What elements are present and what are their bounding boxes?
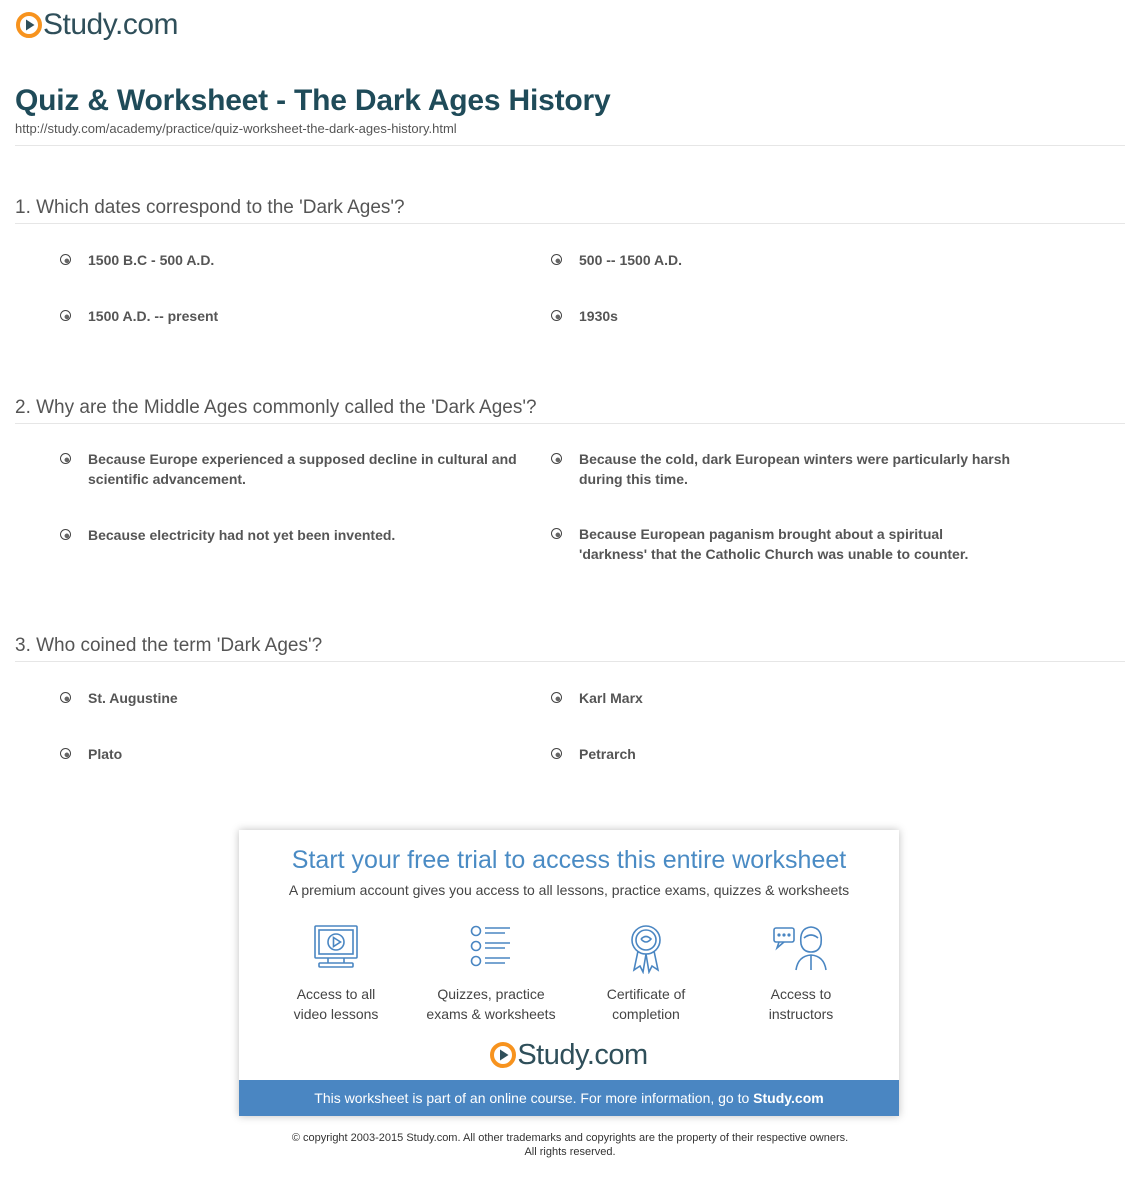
study-logo[interactable] xyxy=(16,10,178,40)
logo-text: Study.com xyxy=(517,1039,648,1071)
promo-subtitle: A premium account gives you access to all lessons, practice exams, quizzes & worksheets xyxy=(288,882,850,898)
rights-line: All rights reserved. xyxy=(524,1146,616,1158)
option-label: St. Augustine xyxy=(88,690,178,706)
option-3c[interactable] xyxy=(60,744,530,764)
question-divider xyxy=(15,423,1125,424)
study-com-link[interactable]: Study.com xyxy=(753,1090,824,1106)
option-label: Because European paganism brought about a spiritual 'darkness' that the Catholic Church was unable to counter. xyxy=(579,526,969,562)
play-logo-icon xyxy=(490,1042,516,1068)
option-2b[interactable] xyxy=(551,449,1031,489)
option-3d[interactable] xyxy=(551,744,1021,764)
course-info-text: This worksheet is part of an online course. For more information, go to xyxy=(314,1090,750,1106)
radio-button[interactable] xyxy=(551,254,562,265)
feature-label: Access to all video lessons xyxy=(293,986,379,1022)
copyright-footer xyxy=(0,1131,1140,1159)
radio-button[interactable] xyxy=(551,748,562,759)
option-3b[interactable] xyxy=(551,688,1021,708)
option-label: Because the cold, dark European winters were particularly harsh during this time. xyxy=(579,451,1011,487)
header-divider xyxy=(15,145,1125,146)
option-1c[interactable] xyxy=(60,306,530,326)
option-label: Because electricity had not yet been invented. xyxy=(88,527,396,543)
option-label: Karl Marx xyxy=(579,690,643,706)
option-label: Petrarch xyxy=(579,746,636,762)
promo-study-logo[interactable] xyxy=(239,1040,899,1070)
play-logo-icon xyxy=(16,12,42,38)
video-lessons-icon xyxy=(310,922,362,974)
option-1a[interactable] xyxy=(60,250,530,270)
feature-certificate xyxy=(571,922,721,1024)
promo-title[interactable]: Start your free trial to access this entire worksheet xyxy=(291,846,847,874)
radio-button[interactable] xyxy=(60,453,71,464)
radio-button[interactable] xyxy=(551,692,562,703)
option-label: 500 -- 1500 A.D. xyxy=(579,252,682,268)
question-divider xyxy=(15,223,1125,224)
certificate-icon xyxy=(620,922,672,974)
option-2d[interactable] xyxy=(551,524,991,564)
option-label: 1500 A.D. -- present xyxy=(88,308,219,324)
radio-button[interactable] xyxy=(60,529,71,540)
logo-text: Study.com xyxy=(43,8,178,41)
option-3a[interactable] xyxy=(60,688,530,708)
feature-video-lessons xyxy=(261,922,411,1024)
question-3: 3. Who coined the term 'Dark Ages'? xyxy=(15,635,323,656)
question-2: 2. Why are the Middle Ages commonly called the 'Dark Ages'? xyxy=(15,397,537,418)
page-url: http://study.com/academy/practice/quiz-worksheet-the-dark-ages-history.html xyxy=(15,121,457,136)
radio-button[interactable] xyxy=(551,528,562,539)
option-label: 1500 B.C - 500 A.D. xyxy=(88,252,215,268)
question-1: 1. Which dates correspond to the 'Dark Ages'? xyxy=(15,197,405,218)
option-2a[interactable] xyxy=(60,449,540,489)
radio-button[interactable] xyxy=(551,453,562,464)
question-divider xyxy=(15,661,1125,662)
course-info-bar xyxy=(239,1080,899,1116)
free-trial-promo[interactable] xyxy=(239,830,899,1116)
option-label: 1930s xyxy=(579,308,618,324)
radio-button[interactable] xyxy=(551,310,562,321)
feature-quizzes xyxy=(416,922,566,1024)
feature-label: Certificate of completion xyxy=(606,986,686,1022)
radio-button[interactable] xyxy=(60,748,71,759)
page-title: Quiz & Worksheet - The Dark Ages History xyxy=(15,84,611,117)
feature-instructors xyxy=(726,922,876,1024)
feature-label: Quizzes, practice exams & worksheets xyxy=(426,986,556,1022)
radio-button[interactable] xyxy=(60,254,71,265)
feature-label: Access to instructors xyxy=(768,986,834,1022)
copyright-line: © copyright 2003-2015 Study.com. All other trademarks and copyrights are the property of their respective owners. xyxy=(291,1132,849,1144)
radio-button[interactable] xyxy=(60,692,71,703)
option-1d[interactable] xyxy=(551,306,1021,326)
instructors-icon xyxy=(771,922,831,974)
option-label: Plato xyxy=(88,746,123,762)
option-label: Because Europe experienced a supposed decline in cultural and scientific advancement. xyxy=(88,451,517,487)
quizzes-icon xyxy=(465,922,517,974)
option-1b[interactable] xyxy=(551,250,1021,270)
radio-button[interactable] xyxy=(60,310,71,321)
option-2c[interactable] xyxy=(60,525,540,545)
